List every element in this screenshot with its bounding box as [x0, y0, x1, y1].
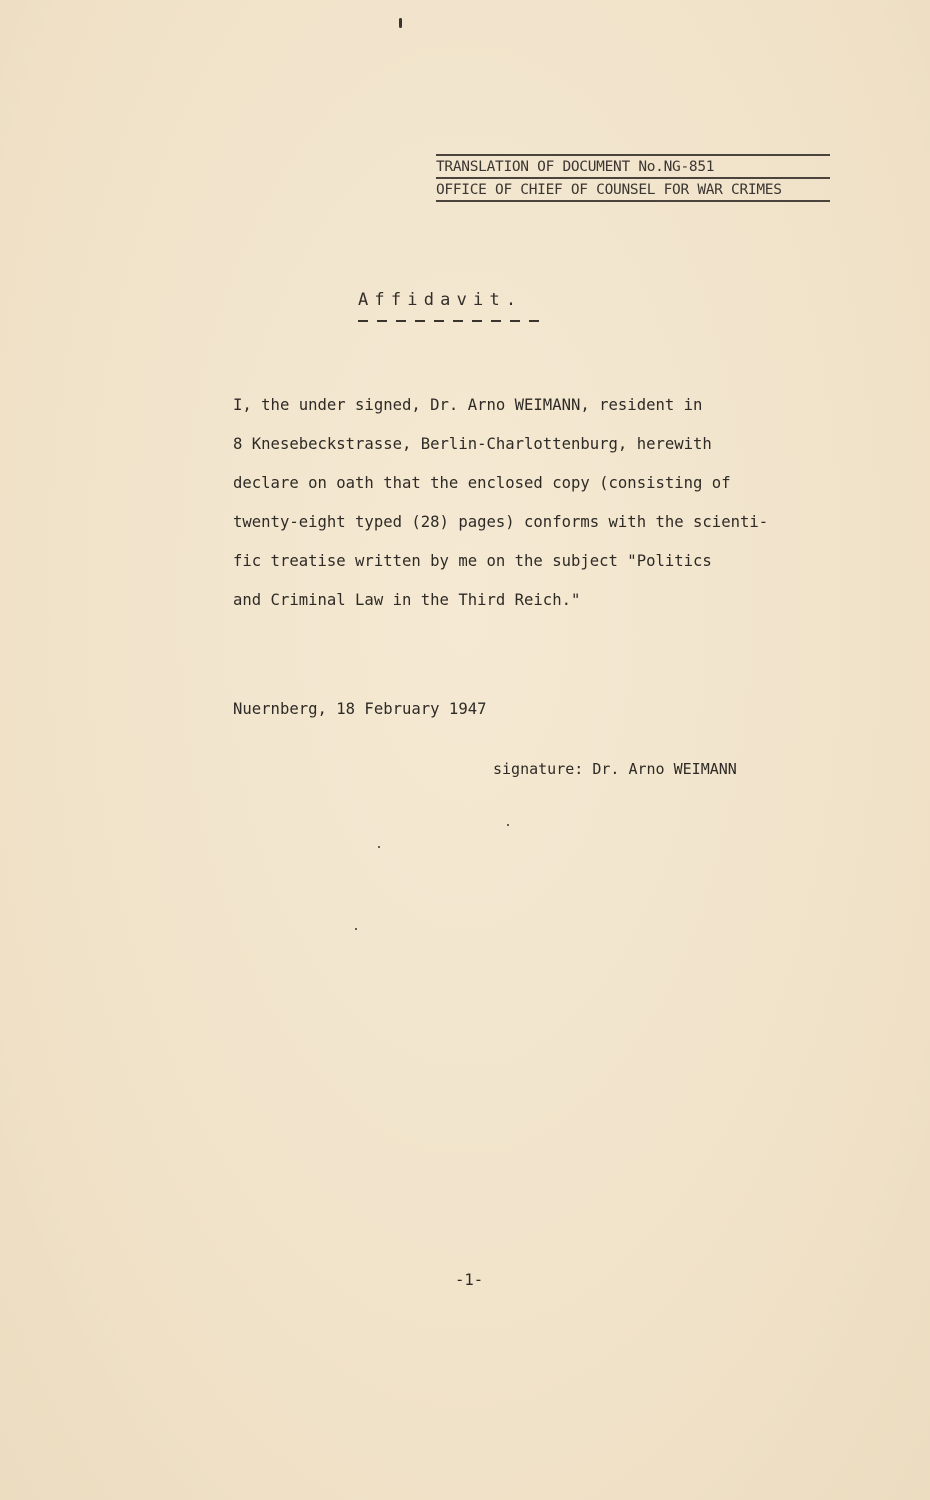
ink-speck — [378, 846, 380, 848]
signature-line: signature: Dr. Arno WEIMANN — [493, 760, 737, 778]
affidavit-body — [233, 386, 768, 620]
body-line: declare on oath that the enclosed copy (consisting of — [233, 474, 731, 492]
document-header — [436, 154, 830, 202]
body-line: and Criminal Law in the Third Reich." — [233, 591, 581, 609]
body-line: 8 Knesebeckstrasse, Berlin-Charlottenburg, herewith — [233, 435, 712, 453]
header-office-line: OFFICE OF CHIEF OF COUNSEL FOR WAR CRIMES — [436, 177, 830, 202]
title-underline — [358, 320, 542, 322]
ink-speck — [507, 824, 509, 826]
ink-speck — [355, 928, 357, 930]
body-line: fic treatise written by me on the subject "Politics — [233, 552, 712, 570]
body-line: twenty-eight typed (28) pages) conforms with the scienti- — [233, 513, 769, 531]
body-line: I, the under signed, Dr. Arno WEIMANN, resident in — [233, 396, 703, 414]
place-and-date: Nuernberg, 18 February 1947 — [233, 700, 487, 718]
document-title: Affidavit. — [358, 290, 523, 310]
ink-speck — [399, 18, 402, 28]
header-translation-line: TRANSLATION OF DOCUMENT No.NG-851 — [436, 154, 830, 177]
page-number: -1- — [455, 1271, 484, 1289]
